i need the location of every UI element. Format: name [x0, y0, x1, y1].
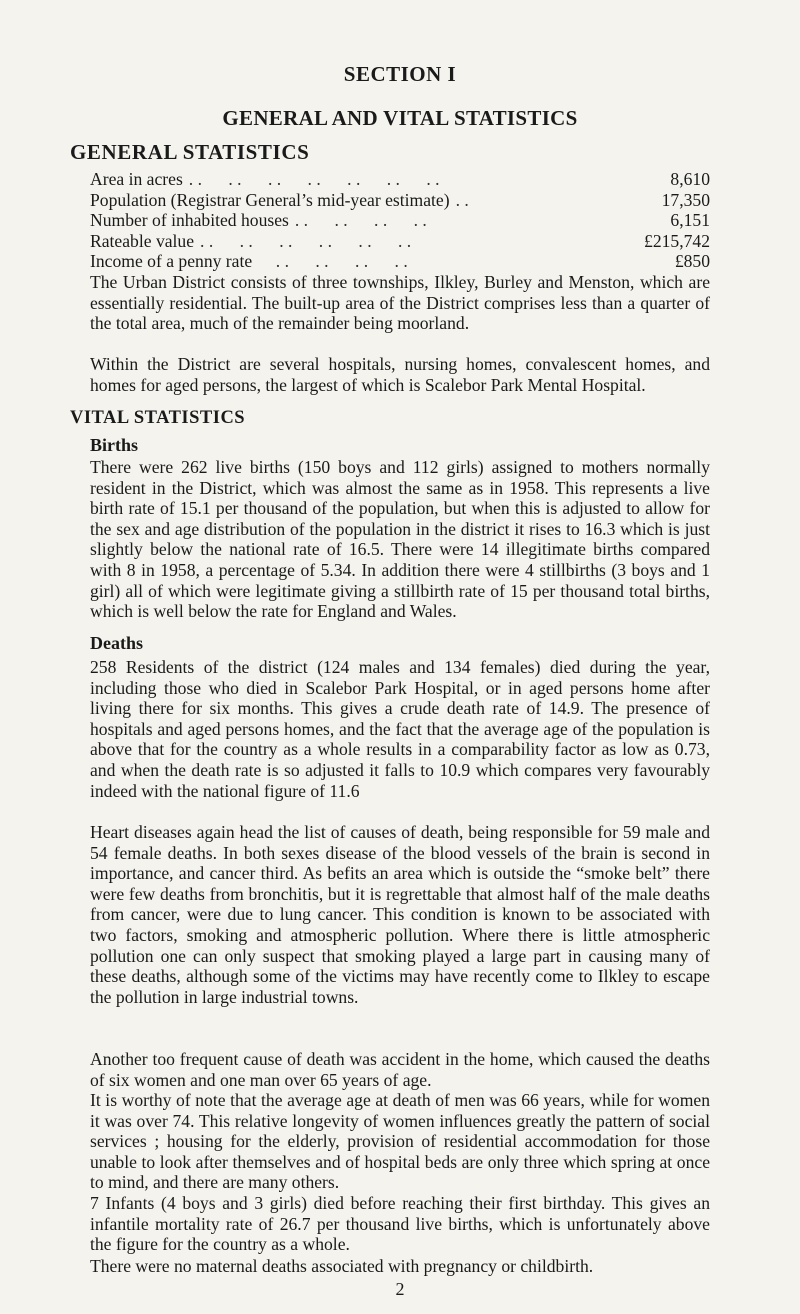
stat-row: [90, 190, 710, 211]
stat-value: £215,742: [644, 230, 710, 251]
stat-value: £850: [674, 251, 710, 272]
deaths-paragraph: 7 Infants (4 boys and 3 girls) died before reaching their first birthday. This gives an infantile mortality rate of 26.7 per thousand live births, which is unfortunately above the figure for the country as a whole.: [90, 1193, 710, 1255]
general-paragraph: Within the District are several hospitals, nursing homes, convalescent homes, and homes for aged persons, the largest of which is Scalebor Park Mental Hospital.: [90, 354, 710, 395]
stat-label: Population (Registrar General’s mid-year estimate): [90, 189, 450, 210]
vital-statistics-heading: VITAL STATISTICS: [70, 408, 246, 428]
births-heading: Births: [90, 435, 139, 455]
deaths-paragraph: Heart diseases again head the list of causes of death, being responsible for 59 male and 54 female deaths. In both sexes disease of the blood vessels of the brain is second in importance, and cancer third. As befits an area which is outside the “smoke belt” there were few deaths from bronchitis, but it is regrettable that almost half of the male deaths from cancer, were due to lung cancer. This condition is known to be associated with two factors, smoking and atmospheric pollution. Where there is little atmospheric pollution one can only suspect that smoking played a large part in causing many of these deaths, although some of the victims may have recently come to Ilkley to escape the pollution in large industrial towns.: [90, 822, 710, 1007]
deaths-paragraph: It is worthy of note that the average age at death of men was 66 years, while for women it was over 74. This relative longevity of women influences greatly the pattern of social services ; housing for the elderly, provision of residential accommodation for those unable to look after themselves and of hospital beds are only three which spring at once to mind, and there are many others.: [90, 1090, 710, 1193]
stat-row: [90, 251, 710, 272]
document-title: GENERAL AND VITAL STATISTICS: [222, 106, 578, 130]
stat-value: 6,151: [670, 210, 710, 231]
leader-dots: . . . . . . . . . . . .: [200, 230, 412, 251]
stat-label: Number of inhabited houses: [90, 210, 289, 231]
deaths-paragraph: 258 Residents of the district (124 males and 134 females) died during the year, including those who died in Scalebor Park Hospital, or in aged persons home after living there for six months. This gives a crude death rate of 14.9. The presence of hospitals and aged persons homes, and the fact that the average age of the population is above that for the country as a whole results in a comparability factor as low as 0.73, and when the death rate is so adjusted it falls to 10.9 which compares very favourably indeed with the national figure of 11.6: [90, 657, 710, 801]
stat-row: [90, 169, 710, 190]
deaths-heading: Deaths: [90, 633, 143, 653]
deaths-paragraph: There were no maternal deaths associated with pregnancy or childbirth.: [90, 1256, 594, 1276]
leader-dots: . . . . . . . . . . . . . .: [188, 169, 440, 189]
general-statistics-heading: GENERAL STATISTICS: [70, 140, 310, 164]
leader-dots: . . . . . . . .: [258, 251, 408, 272]
stat-row: [90, 231, 710, 252]
stat-row: [90, 210, 710, 231]
general-paragraph: The Urban District consists of three townships, Ilkley, Burley and Menston, which are essentially residential. The built-up area of the District comprises less than a quarter of the total area, much of the remainder being moorland.: [90, 272, 710, 334]
general-statistics-table: [90, 169, 710, 272]
leader-dots: . . . . . . . .: [294, 210, 427, 231]
deaths-paragraph: Another too frequent cause of death was accident in the home, which caused the deaths of six women and one man over 65 years of age.: [90, 1049, 710, 1090]
stat-label: Area in acres: [90, 169, 183, 189]
stat-value: 17,350: [661, 189, 710, 210]
stat-value: 8,610: [670, 169, 710, 189]
stat-label: Income of a penny rate: [90, 251, 253, 272]
births-paragraph: There were 262 live births (150 boys and 112 girls) assigned to mothers normally resident in the District, which was almost the same as in 1958. This represents a live birth rate of 15.1 per thousand of the population, but when this is adjusted to allow for the sex and age distribution of the population in the district it rises to 16.3 which is just slightly below the national rate of 16.5. There were 14 illegitimate births compared with 8 in 1958, a percentage of 5.34. In addition there were 4 stillbirths (3 boys and 1 girl) all of which were legitimate giving a stillbirth rate of 15 per thousand total births, which is well below the rate for England and Wales.: [90, 457, 710, 622]
page-number: 2: [395, 1279, 405, 1299]
section-heading: SECTION I: [343, 62, 457, 86]
leader-dots: . .: [455, 189, 469, 210]
stat-label: Rateable value: [90, 230, 195, 251]
